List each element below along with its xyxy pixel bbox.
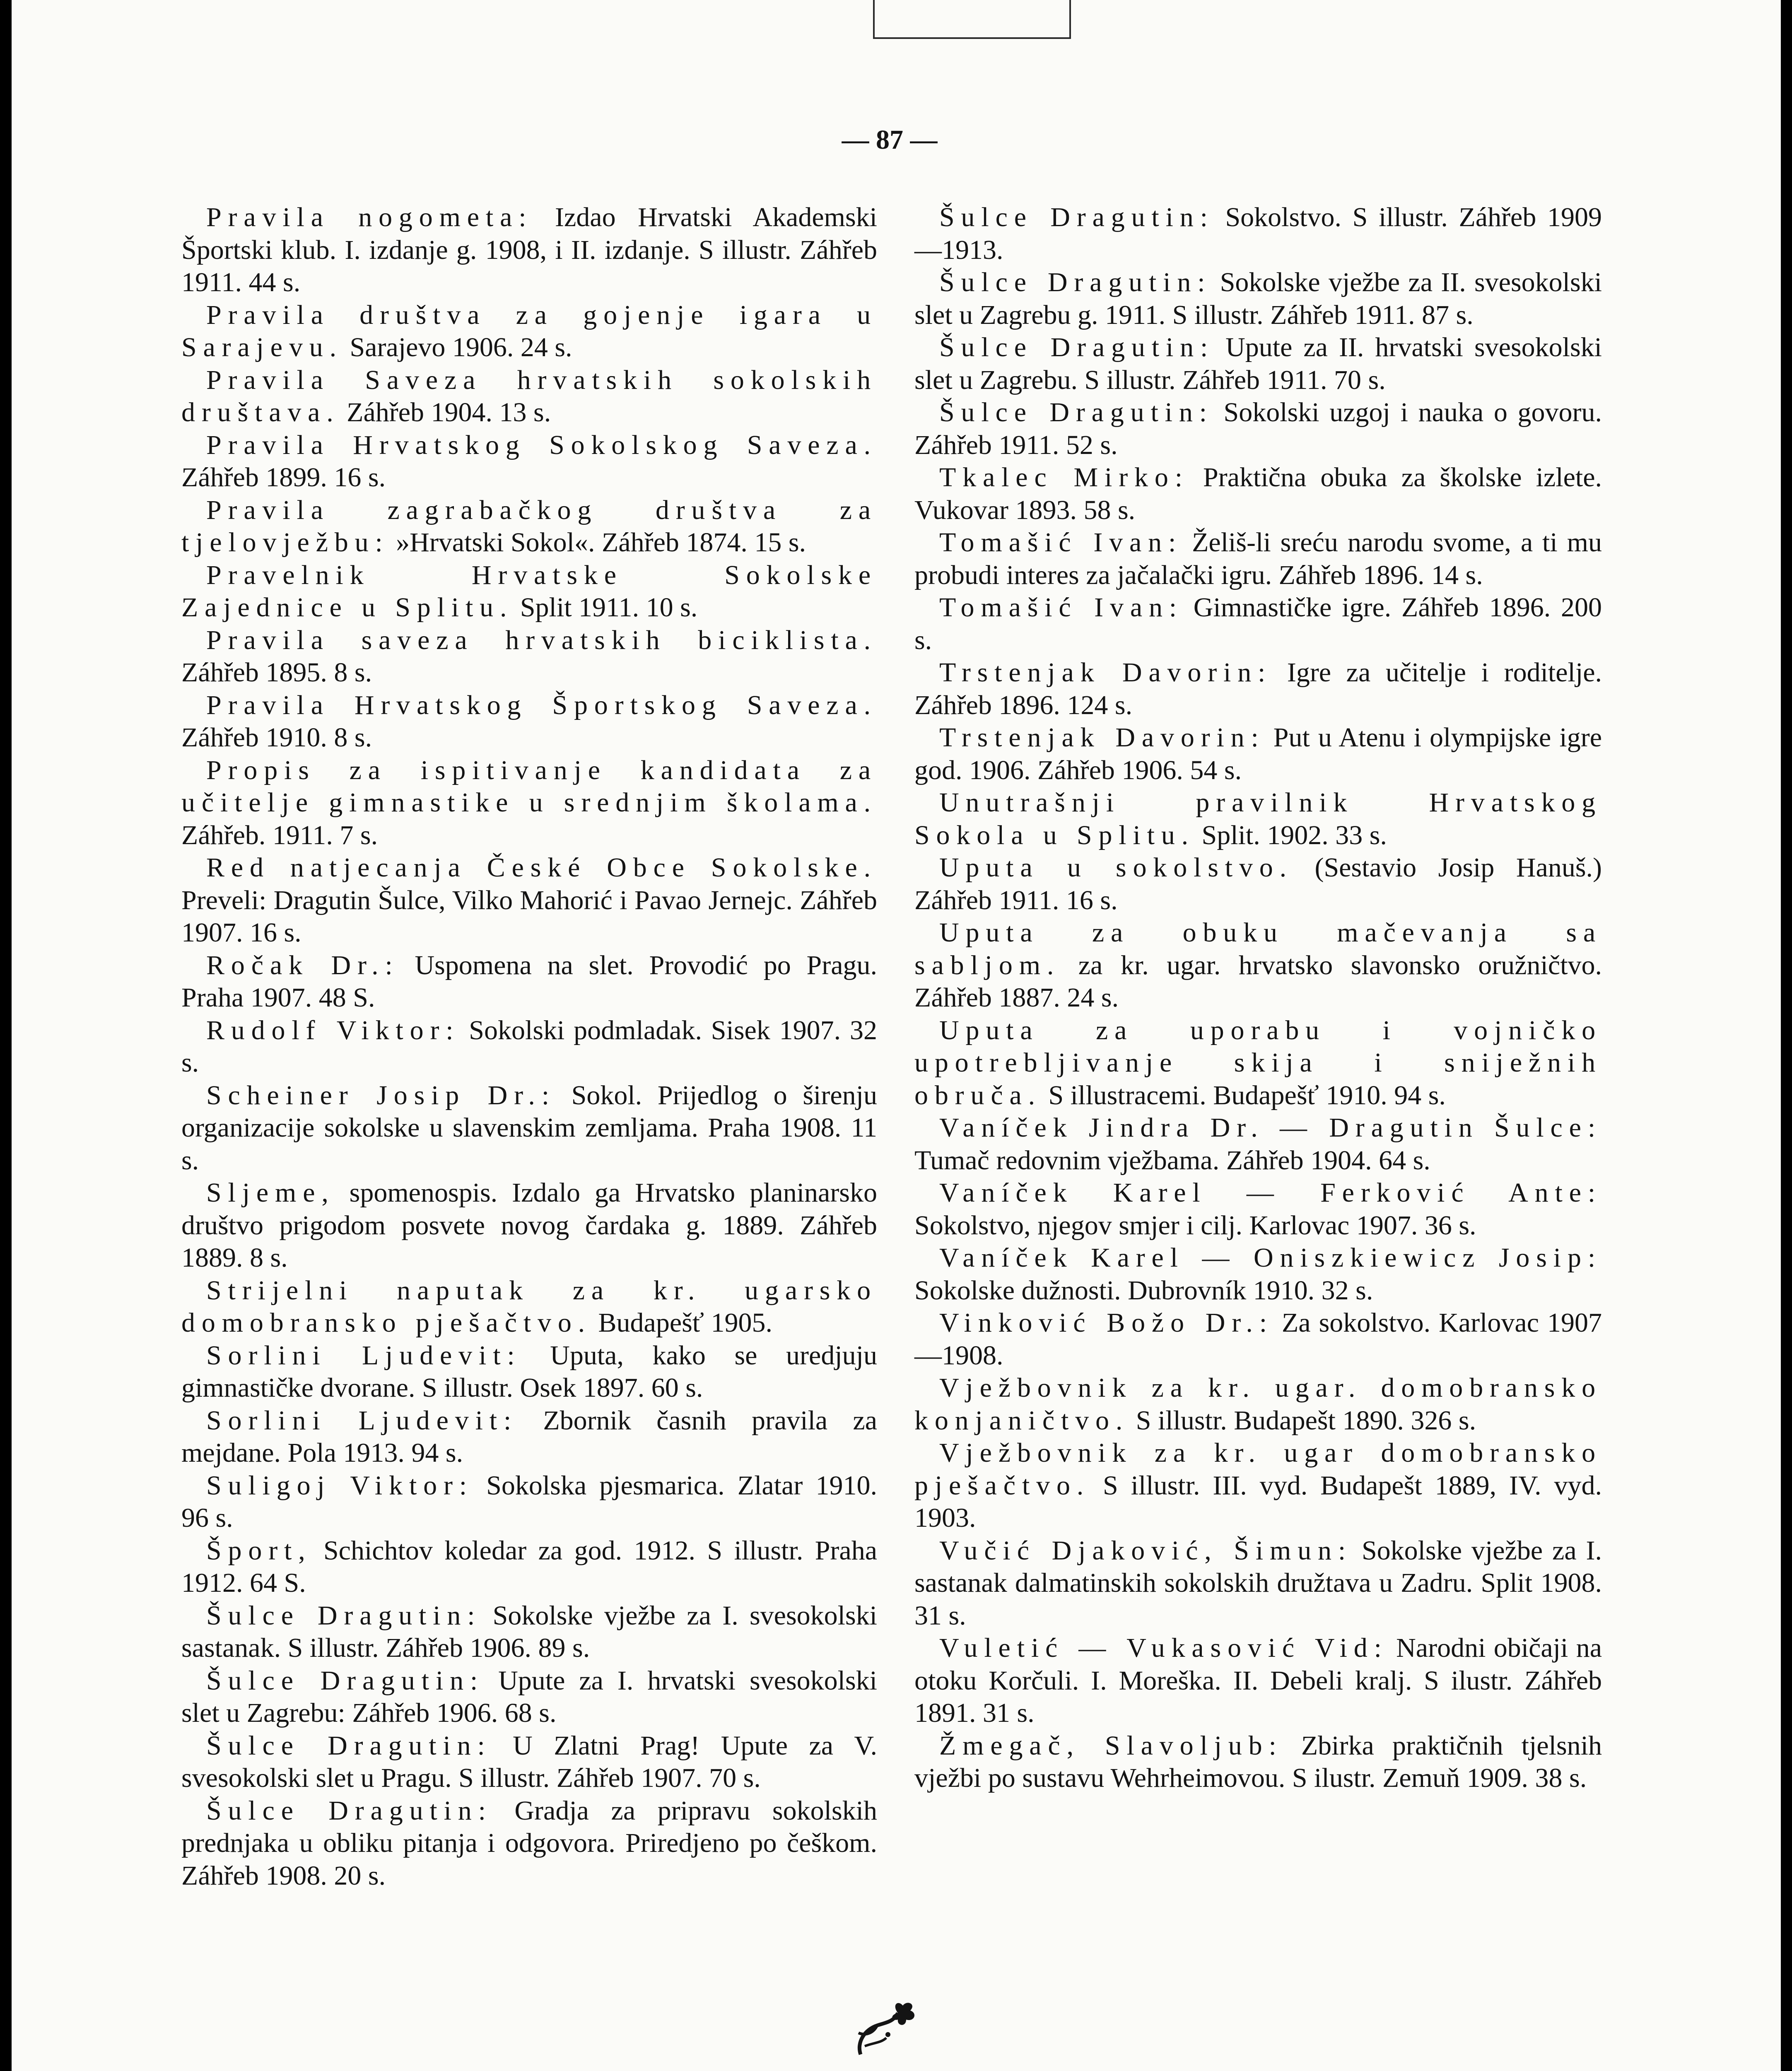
bibliography-entry (181, 1535, 877, 1600)
entry-author: Uputa u sokolstvo. (939, 852, 1293, 883)
entry-details: Sokolstvo, njegov smjer i cilj. Karlovac 1907. 36 s. (914, 1210, 1476, 1241)
entry-author: Tomašić Ivan: (939, 527, 1183, 558)
bibliography-entry (181, 1405, 877, 1470)
entry-author: Šulce Dragutin: (206, 1730, 492, 1761)
bibliography-entry (181, 559, 877, 624)
entry-author: Šulce Dragutin: (939, 397, 1213, 427)
entry-author: Suligoj Viktor: (206, 1470, 473, 1501)
page-paper (12, 0, 1781, 2071)
entry-details: za kr. ugar. hrvatsko slavonsko oružničtvo. Záhřeb 1887. 24 s. (914, 950, 1602, 1013)
entry-author: Sorlini Ljudevit: (206, 1340, 521, 1371)
entry-details: Sokolstvo. S illustr. Záhřeb 1909—1913. (914, 202, 1602, 265)
bibliography-entry (181, 364, 877, 429)
bibliography-entry (914, 396, 1602, 461)
entry-details: Záhřeb 1910. 8 s. (181, 722, 372, 753)
bibliography-entry (181, 1600, 877, 1665)
entry-author: Vaníček Karel — Ferković Ante: (939, 1178, 1602, 1208)
bibliography-entry (914, 722, 1602, 787)
bibliography-entry (914, 1535, 1602, 1632)
entry-details: Zbornik časnih pravila za mejdane. Pola 1913. 94 s. (181, 1405, 877, 1468)
left-column (181, 201, 877, 1892)
entry-author: Propis za ispitivanje kandidata za učitelje gimnastike u srednjim školama. (181, 755, 877, 818)
entry-author: Šulce Dragutin: (939, 202, 1214, 232)
bibliography-entry (181, 201, 877, 299)
entry-details: Gimnastičke igre. Záhřeb 1896. 200 s. (914, 592, 1602, 655)
entry-author: Vuletić — Vukasović Vid: (939, 1633, 1388, 1663)
bibliography-entry (181, 1079, 877, 1177)
entry-details: Sokolske vježbe za I. svesokolski sastanak. S illustr. Záhřeb 1906. 89 s. (181, 1600, 878, 1663)
bibliography-entry (181, 1014, 877, 1079)
bibliography-entry (914, 1014, 1602, 1112)
entry-author: Trstenjak Davorin: (939, 722, 1265, 753)
entry-details: Za sokolstvo. Karlovac 1907—1908. (914, 1308, 1602, 1371)
entry-author: Šulce Dragutin: (206, 1795, 492, 1826)
floral-ornament-icon (848, 1996, 923, 2059)
entry-details: Tumač redovnim vježbama. Záhřeb 1904. 64 s. (914, 1145, 1430, 1175)
bibliography-entry (914, 1242, 1602, 1307)
bibliography-entry (914, 1372, 1602, 1437)
entry-details: Split 1911. 10 s. (513, 592, 698, 623)
entry-details: Sokolski podmladak. Sisek 1907. 32 s. (181, 1015, 877, 1078)
entry-details: Gradja za pripravu sokolskih prednjaka u obliku pitanja i odgovora. Priredjeno po češkom. Záhřeb 1908. 20 s. (181, 1795, 877, 1891)
entry-details: S illustracemi. Budapešť 1910. 94 s. (1041, 1080, 1446, 1110)
entry-details: Sokolske vježbe za I. sastanak dalmatinskih sokolskih družtava u Zadru. Split 1908. 31 s. (914, 1535, 1602, 1631)
entry-details: Split. 1902. 33 s. (1195, 820, 1387, 850)
entry-author: Ročak Dr.: (206, 950, 399, 980)
entry-author: Pravila Saveza hrvatskih sokolskih društava. (181, 364, 877, 427)
entry-details: Uspomena na slet. Provodić po Pragu. Praha 1907. 48 S. (181, 950, 877, 1013)
entry-author: Šulce Dragutin: (939, 267, 1212, 297)
entry-details: Praktična obuka za školske izlete. Vukovar 1893. 58 s. (914, 462, 1602, 525)
entry-author: Vježbovnik za kr. ugar domobransko pješačtvo. (914, 1438, 1602, 1501)
entry-author: Žmegač, Slavoljub: (939, 1730, 1283, 1761)
entry-details: Igre za učitelje i roditelje. Záhřeb 1896. 124 s. (914, 657, 1602, 720)
bibliography-entry (181, 949, 877, 1014)
entry-details: Záhřeb. 1911. 7 s. (181, 820, 378, 850)
entry-author: Uputa za obuku mačevanja sa sabljom. (914, 917, 1602, 980)
entry-details: Sokolska pjesmarica. Zlatar 1910. 96 s. (181, 1470, 877, 1533)
entry-author: Tkalec Mirko: (939, 462, 1189, 492)
entry-details: Preveli: Dragutin Šulce, Vilko Mahorić i Pavao Jernejc. Záhřeb 1907. 16 s. (181, 885, 877, 948)
entry-author: Pravila Hrvatskog Sokolskog Saveza. (206, 430, 877, 460)
right-column (914, 201, 1602, 1795)
entry-details: spomenospis. Izdalo ga Hrvatsko planinarsko društvo prigodom posvete novog čardaka g. 1889. Záhřeb 1889. 8 s. (181, 1178, 877, 1273)
bibliography-entry (914, 1112, 1602, 1177)
entry-details: Zbirka praktičnih tjelsnih vježbi po sustavu Wehrheimovou. S ilustr. Zemuň 1909. 38 s. (914, 1730, 1602, 1793)
entry-author: Scheiner Josip Dr.: (206, 1080, 556, 1110)
bibliography-entry (181, 689, 877, 754)
entry-author: Vaníček Jindra Dr. — Dragutin Šulce: (939, 1113, 1602, 1143)
entry-author: Red natjecanja České Obce Sokolske. (206, 852, 877, 883)
bibliography-entry (914, 787, 1602, 852)
bibliography-entry (914, 917, 1602, 1014)
entry-details: Sokolske vježbe za II. svesokolski slet u Zagrebu g. 1911. S illustr. Záhřeb 1911. 87 s. (914, 267, 1602, 330)
entry-author: Tomašić Ivan: (939, 592, 1183, 623)
entry-details: »Hrvatski Sokol«. Záhřeb 1874. 15 s. (389, 527, 806, 558)
bibliography-entry (181, 1665, 877, 1730)
entry-author: Pravila nogometa: (206, 202, 533, 232)
entry-author: Pravila zagrabačkog društva za tjelovježbu: (181, 495, 877, 558)
entry-details: Upute za I. hrvatski svesokolski slet u Zagrebu: Záhřeb 1906. 68 s. (181, 1665, 877, 1728)
entry-details: Izdao Hrvatski Akademski Športski klub. I. izdanje g. 1908, i II. izdanje. S illustr. Záhřeb 1911. 44 s. (181, 202, 878, 297)
bibliography-entry (914, 266, 1602, 331)
page-edge-tab (873, 0, 1071, 39)
bibliography-entry (914, 1730, 1602, 1795)
bibliography-entry (181, 1177, 877, 1274)
bibliography-entry (181, 1470, 877, 1535)
page-number: — 87 — (842, 125, 938, 155)
entry-details: Narodni običaji na otoku Korčuli. I. Moreška. II. Debeli kralj. S ilustr. Záhřeb 1891. 31 s. (914, 1633, 1602, 1728)
bibliography-entry (181, 429, 877, 494)
bibliography-entry (181, 494, 877, 559)
entry-details: Záhřeb 1904. 13 s. (340, 397, 551, 427)
entry-details: (Sestavio Josip Hanuš.) Záhřeb 1911. 16 s. (914, 852, 1602, 915)
bibliography-entry (914, 591, 1602, 657)
bibliography-entry (181, 299, 877, 364)
entry-details: Záhřeb 1899. 16 s. (181, 462, 386, 492)
entry-details: Záhřeb 1895. 8 s. (181, 657, 372, 688)
entry-author: Pravelnik Hrvatske Sokolske Zajednice u Splitu. (181, 560, 877, 623)
bibliography-entry (181, 1730, 877, 1795)
entry-details: Sokol. Prijedlog o širenju organizacije sokolske u slavenskim zemljama. Praha 1908. 11 s. (181, 1080, 878, 1175)
entry-author: Šulce Dragutin: (206, 1600, 482, 1631)
entry-author: Vaníček Karel — Oniszkiewicz Josip: (939, 1243, 1602, 1273)
entry-author: Vježbovnik za kr. ugar. domobransko konjaničtvo. (914, 1373, 1602, 1436)
entry-author: Rudolf Viktor: (206, 1015, 460, 1045)
entry-details: Sarajevo 1906. 24 s. (342, 332, 572, 362)
bibliography-entry (914, 852, 1602, 917)
entry-author: Uputa za uporabu i vojničko upotrebljivanje skija i sniježnih obruča. (914, 1015, 1602, 1110)
entry-author: Vučić Djaković, Šimun: (939, 1535, 1353, 1566)
bibliography-entry (181, 754, 877, 852)
entry-details: Želiš-li sreću narodu svome, a ti mu probudi interes za jačalački igru. Záhřeb 1896. 14 s. (914, 527, 1602, 590)
entry-author: Sljeme, (206, 1178, 335, 1208)
entry-details: Uputa, kako se uredjuju gimnastičke dvorane. S illustr. Osek 1897. 60 s. (181, 1340, 877, 1403)
bibliography-entry (181, 1340, 877, 1405)
entry-author: Unutrašnji pravilnik Hrvatskog Sokola u Splitu. (914, 787, 1602, 850)
bibliography-entry (181, 1795, 877, 1892)
entry-details: Upute za II. hrvatski svesokolski slet u Zagrebu. S illustr. Záhřeb 1911. 70 s. (914, 332, 1602, 395)
entry-details: Sokolske dužnosti. Dubrovník 1910. 32 s. (914, 1275, 1373, 1306)
entry-details: S illustr. III. vyd. Budapešt 1889, IV. vyd. 1903. (914, 1470, 1602, 1533)
bibliography-entry (914, 461, 1602, 526)
bibliography-entry (914, 201, 1602, 266)
bibliography-entry (914, 1307, 1602, 1372)
bibliography-entry (914, 657, 1602, 722)
entry-author: Strijelni naputak za kr. ugarsko domobransko pješačtvo. (181, 1275, 877, 1338)
bibliography-entry (914, 1177, 1602, 1242)
entry-details: Budapešť 1905. (591, 1308, 773, 1338)
bibliography-entry (181, 852, 877, 949)
entry-author: Sorlini Ljudevit: (206, 1405, 518, 1436)
entry-author: Šulce Dragutin: (939, 332, 1215, 362)
entry-details: U Zlatni Prag! Upute za V. svesokolski slet u Pragu. S illustr. Záhřeb 1907. 70 s. (181, 1730, 877, 1793)
entry-author: Šport, (206, 1535, 312, 1566)
entry-details: Sokolski uzgoj i nauka o govoru. Záhřeb 1911. 52 s. (914, 397, 1602, 460)
entry-details: Put u Atenu i olympijske igre god. 1906. Záhřeb 1906. 54 s. (914, 722, 1602, 785)
bibliography-entry (181, 624, 877, 689)
bibliography-entry (914, 1632, 1602, 1730)
bibliography-entry (914, 331, 1602, 396)
bibliography-entry (181, 1274, 877, 1340)
entry-author: Pravila društva za gojenje igara u Sarajevu. (181, 299, 877, 362)
bibliography-entry (914, 526, 1602, 591)
entry-author: Šulce Dragutin: (206, 1665, 485, 1696)
entry-author: Pravila Hrvatskog Športskog Saveza. (206, 690, 877, 720)
entry-details: S illustr. Budapešt 1890. 326 s. (1129, 1405, 1476, 1436)
entry-author: Pravila saveza hrvatskih biciklista. (206, 625, 877, 655)
entry-details: Schichtov koledar za god. 1912. S illustr. Praha 1912. 64 S. (181, 1535, 877, 1598)
bibliography-entry (914, 1437, 1602, 1535)
entry-author: Trstenjak Davorin: (939, 657, 1272, 688)
entry-author: Vinković Božo Dr.: (939, 1308, 1273, 1338)
